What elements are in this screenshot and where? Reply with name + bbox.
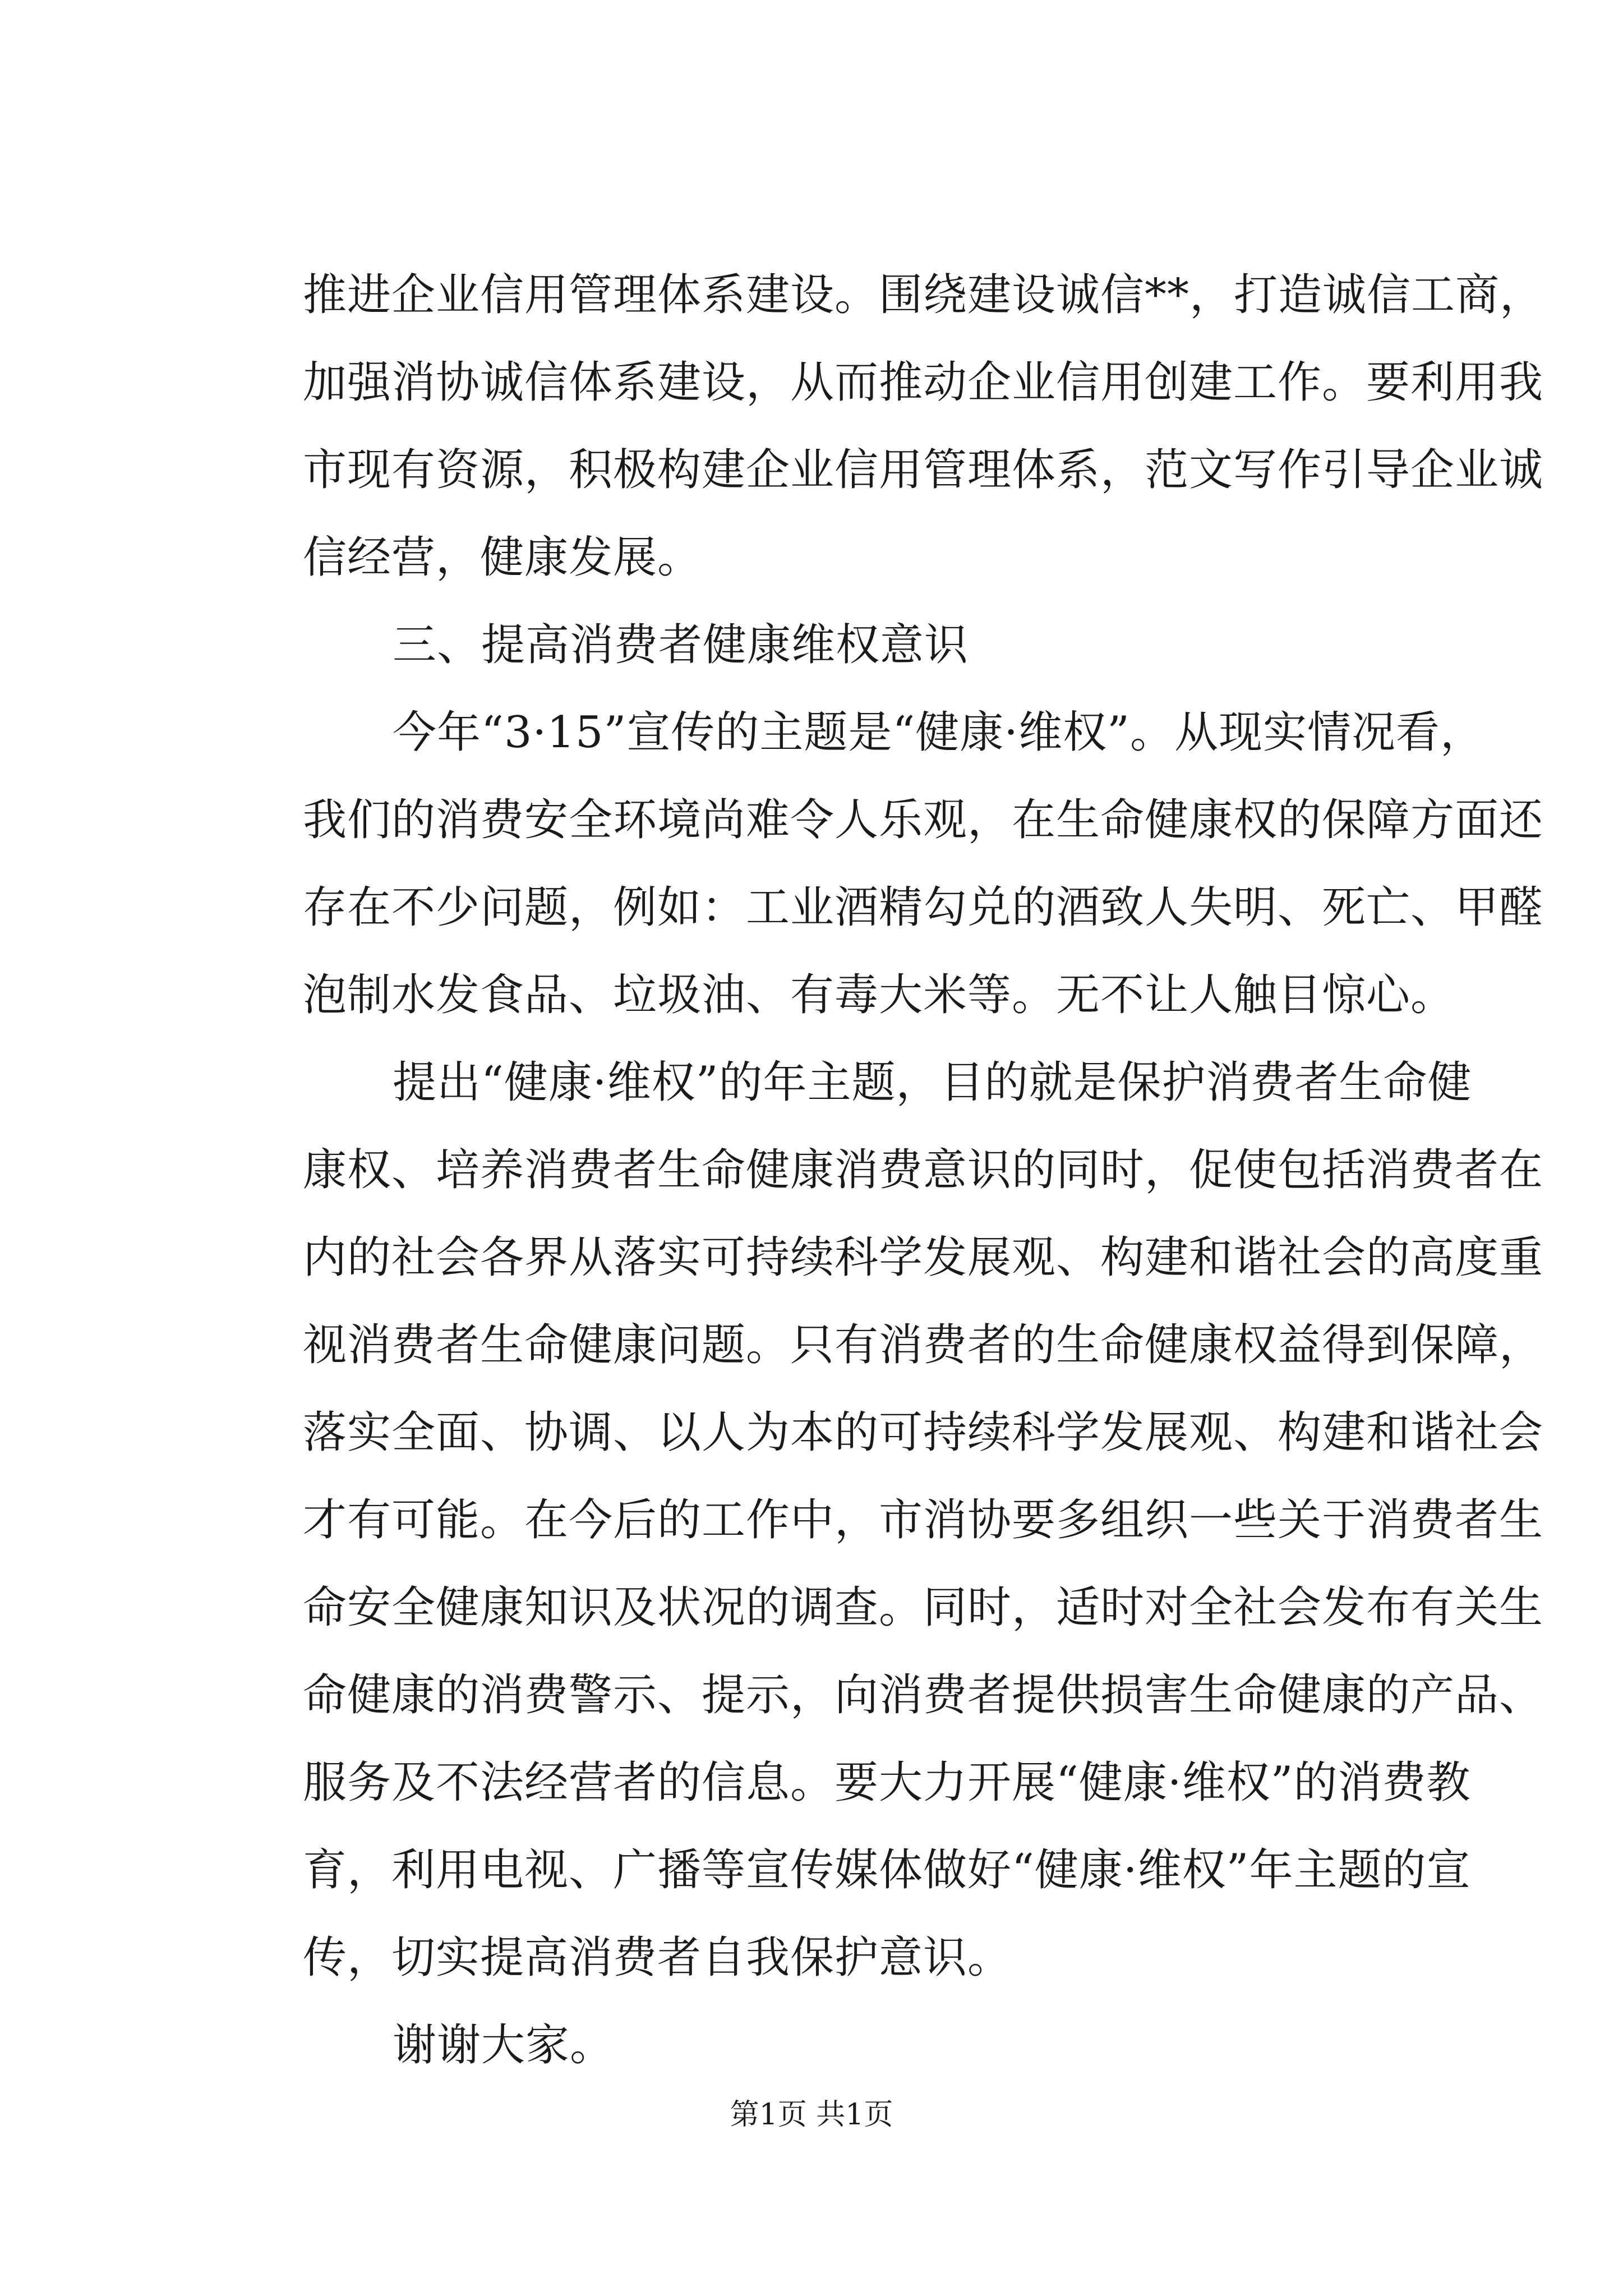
body-line-17: 命健康的消费警示、提示，向消费者提供损害生命健康的产品、 [303,1670,1544,1720]
body-line-1: 推进企业信用管理体系建设。围绕建设诚信**，打造诚信工商， [303,270,1544,320]
body-line-18: 服务及不法经营者的信息。要大力开展“健康·维权”的消费教 [303,1757,1471,1808]
section-heading: 三、提高消费者健康维权意识 [393,620,969,670]
body-line-6: 今年“3·15”宣传的主题是“健康·维权”。从现实情况看， [393,707,1484,758]
body-line-4: 信经营，健康发展。 [303,532,702,583]
body-line-12: 内的社会各界从落实可持续科学发展观、构建和谐社会的高度重 [303,1232,1544,1283]
body-line-3: 市现有资源，积极构建企业信用管理体系，范文写作引导企业诚 [303,445,1544,495]
body-line-7: 我们的消费安全环境尚难令人乐观，在生命健康权的保障方面还 [303,795,1544,845]
body-line-15: 才有可能。在今后的工作中，市消协要多组织一些关于消费者生 [303,1495,1544,1545]
page-footer: 第1页 共1页 [730,2098,893,2132]
body-line-19: 育，利用电视、广播等宣传媒体做好“健康·维权”年主题的宣 [303,1845,1471,1895]
body-line-2: 加强消协诚信体系建设，从而推动企业信用创建工作。要利用我 [303,357,1544,408]
body-line-11: 康权、培养消费者生命健康消费意识的同时，促使包括消费者在 [303,1145,1544,1195]
closing-line: 谢谢大家。 [393,2020,615,2070]
body-line-20: 传，切实提高消费者自我保护意识。 [303,1932,1012,1983]
body-line-13: 视消费者生命健康问题。只有消费者的生命健康权益得到保障， [303,1320,1544,1370]
body-line-10: 提出“健康·维权”的年主题，目的就是保护消费者生命健 [393,1057,1472,1108]
body-line-9: 泡制水发食品、垃圾油、有毒大米等。无不让人触目惊心。 [303,970,1455,1020]
body-line-8: 存在不少问题，例如：工业酒精勾兑的酒致人失明、死亡、甲醛 [303,882,1544,933]
body-line-16: 命安全健康知识及状况的调查。同时，适时对全社会发布有关生 [303,1582,1544,1633]
body-line-14: 落实全面、协调、以人为本的可持续科学发展观、构建和谐社会 [303,1407,1544,1458]
